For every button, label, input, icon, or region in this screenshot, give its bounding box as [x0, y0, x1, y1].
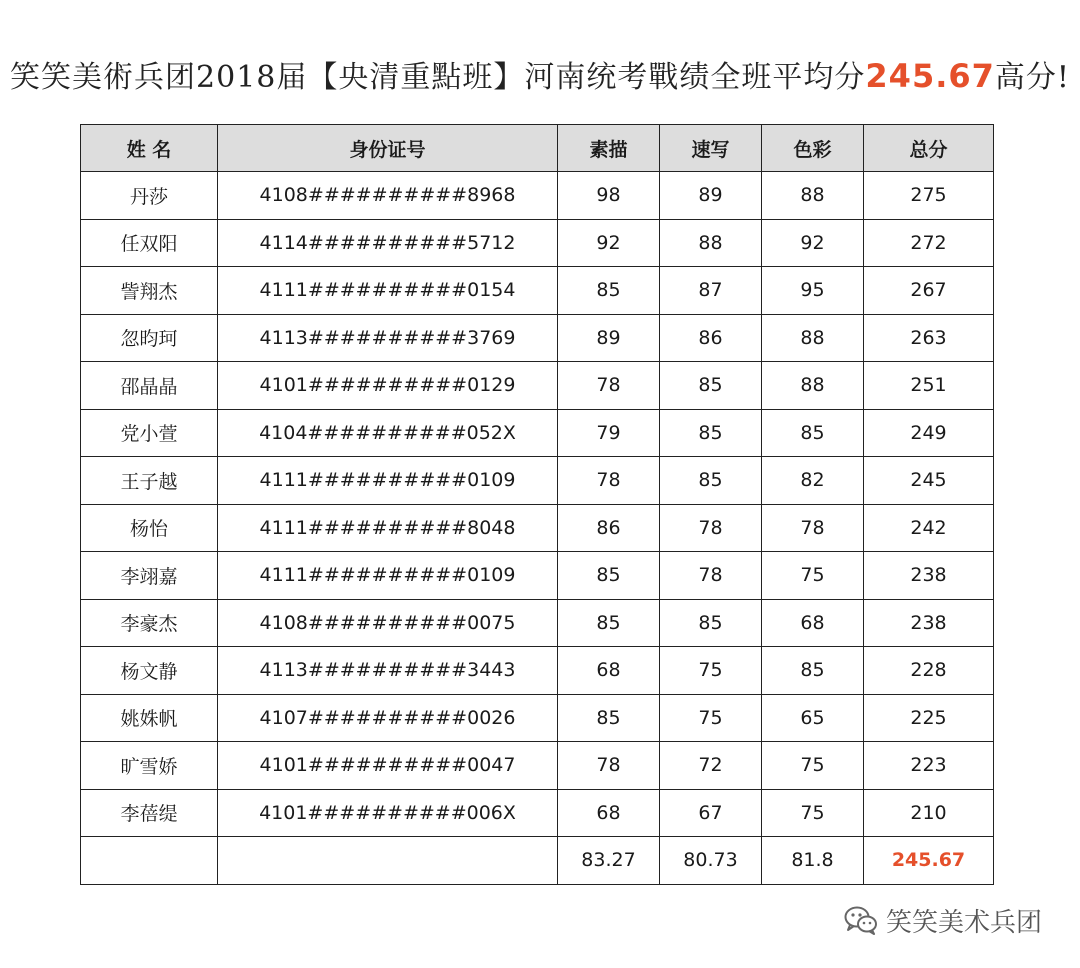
total-score: 275 [864, 172, 994, 220]
table-row [81, 789, 994, 837]
sketch-score: 85 [558, 694, 660, 742]
color-score: 88 [762, 314, 864, 362]
student-name: 姚姝帆 [81, 694, 218, 742]
color-score: 68 [762, 599, 864, 647]
table-row [81, 172, 994, 220]
table-row [81, 552, 994, 600]
title-prefix: 笑笑美術兵团2018届【央清重點班】河南统考戰绩全班平均分 [10, 60, 866, 95]
color-score: 88 [762, 362, 864, 410]
sketch-score: 98 [558, 172, 660, 220]
speed-sketch-score: 75 [660, 647, 762, 695]
table-body [81, 172, 994, 837]
page-title [0, 46, 1080, 106]
speed-sketch-score: 85 [660, 599, 762, 647]
sketch-score: 85 [558, 267, 660, 315]
title-highlight-score: 245.67 [865, 57, 995, 95]
header-speed-sketch: 速写 [660, 125, 762, 172]
student-id: 4101##########006X [218, 789, 558, 837]
speed-sketch-score: 72 [660, 742, 762, 790]
student-name: 訾翔杰 [81, 267, 218, 315]
total-score: 242 [864, 504, 994, 552]
student-id: 4111##########0109 [218, 552, 558, 600]
total-score: 251 [864, 362, 994, 410]
table-row [81, 694, 994, 742]
student-name: 李翊嘉 [81, 552, 218, 600]
table-row [81, 742, 994, 790]
total-score: 272 [864, 219, 994, 267]
color-score: 85 [762, 647, 864, 695]
color-score: 65 [762, 694, 864, 742]
total-score: 228 [864, 647, 994, 695]
speed-sketch-score: 78 [660, 504, 762, 552]
sketch-score: 68 [558, 789, 660, 837]
color-score: 82 [762, 457, 864, 505]
sketch-score: 86 [558, 504, 660, 552]
color-score: 88 [762, 172, 864, 220]
color-score: 75 [762, 552, 864, 600]
student-id: 4114##########5712 [218, 219, 558, 267]
student-id: 4113##########3769 [218, 314, 558, 362]
average-speed-sketch: 80.73 [660, 837, 762, 885]
sketch-score: 89 [558, 314, 660, 362]
average-sketch: 83.27 [558, 837, 660, 885]
watermark-text: 笑笑美术兵团 [885, 907, 1042, 938]
table-row [81, 219, 994, 267]
student-name: 旷雪娇 [81, 742, 218, 790]
sketch-score: 85 [558, 552, 660, 600]
student-name: 邵晶晶 [81, 362, 218, 410]
color-score: 92 [762, 219, 864, 267]
table-header-row [81, 125, 994, 172]
table-row [81, 457, 994, 505]
header-sketch: 素描 [558, 125, 660, 172]
table-row [81, 599, 994, 647]
student-id: 4111##########8048 [218, 504, 558, 552]
color-score: 78 [762, 504, 864, 552]
speed-sketch-score: 85 [660, 457, 762, 505]
total-score: 238 [864, 552, 994, 600]
sketch-score: 92 [558, 219, 660, 267]
sketch-score: 78 [558, 457, 660, 505]
student-id: 4108##########8968 [218, 172, 558, 220]
watermark [844, 900, 1042, 940]
header-color: 色彩 [762, 125, 864, 172]
table-row [81, 647, 994, 695]
student-id: 4113##########3443 [218, 647, 558, 695]
student-id: 4111##########0154 [218, 267, 558, 315]
student-name: 李豪杰 [81, 599, 218, 647]
student-name: 王子越 [81, 457, 218, 505]
total-score: 267 [864, 267, 994, 315]
speed-sketch-score: 75 [660, 694, 762, 742]
student-name: 丹莎 [81, 172, 218, 220]
speed-sketch-score: 86 [660, 314, 762, 362]
color-score: 75 [762, 789, 864, 837]
average-id-cell [218, 837, 558, 885]
student-name: 任双阳 [81, 219, 218, 267]
average-color: 81.8 [762, 837, 864, 885]
average-total: 245.67 [864, 837, 994, 885]
student-id: 4101##########0129 [218, 362, 558, 410]
sketch-score: 78 [558, 362, 660, 410]
total-score: 210 [864, 789, 994, 837]
student-name: 李蓓缇 [81, 789, 218, 837]
color-score: 85 [762, 409, 864, 457]
table-row [81, 314, 994, 362]
sketch-score: 79 [558, 409, 660, 457]
total-score: 238 [864, 599, 994, 647]
header-id: 身份证号 [218, 125, 558, 172]
student-id: 4107##########0026 [218, 694, 558, 742]
header-name: 姓 名 [81, 125, 218, 172]
sketch-score: 78 [558, 742, 660, 790]
color-score: 95 [762, 267, 864, 315]
sketch-score: 85 [558, 599, 660, 647]
total-score: 263 [864, 314, 994, 362]
sketch-score: 68 [558, 647, 660, 695]
header-total: 总分 [864, 125, 994, 172]
student-id: 4108##########0075 [218, 599, 558, 647]
student-id: 4104##########052X [218, 409, 558, 457]
total-score: 225 [864, 694, 994, 742]
wechat-icon [844, 905, 878, 935]
speed-sketch-score: 85 [660, 409, 762, 457]
speed-sketch-score: 78 [660, 552, 762, 600]
speed-sketch-score: 88 [660, 219, 762, 267]
student-id: 4111##########0109 [218, 457, 558, 505]
total-score: 223 [864, 742, 994, 790]
title-suffix: 高分! [994, 60, 1070, 95]
speed-sketch-score: 89 [660, 172, 762, 220]
average-name-cell [81, 837, 218, 885]
speed-sketch-score: 85 [660, 362, 762, 410]
total-score: 245 [864, 457, 994, 505]
score-table [80, 124, 994, 885]
average-row [81, 837, 994, 885]
speed-sketch-score: 87 [660, 267, 762, 315]
student-id: 4101##########0047 [218, 742, 558, 790]
table-row [81, 362, 994, 410]
student-name: 党小萱 [81, 409, 218, 457]
speed-sketch-score: 67 [660, 789, 762, 837]
total-score: 249 [864, 409, 994, 457]
color-score: 75 [762, 742, 864, 790]
table-row [81, 409, 994, 457]
table-row [81, 267, 994, 315]
student-name: 杨怡 [81, 504, 218, 552]
student-name: 杨文静 [81, 647, 218, 695]
table-row [81, 504, 994, 552]
student-name: 忽昀珂 [81, 314, 218, 362]
